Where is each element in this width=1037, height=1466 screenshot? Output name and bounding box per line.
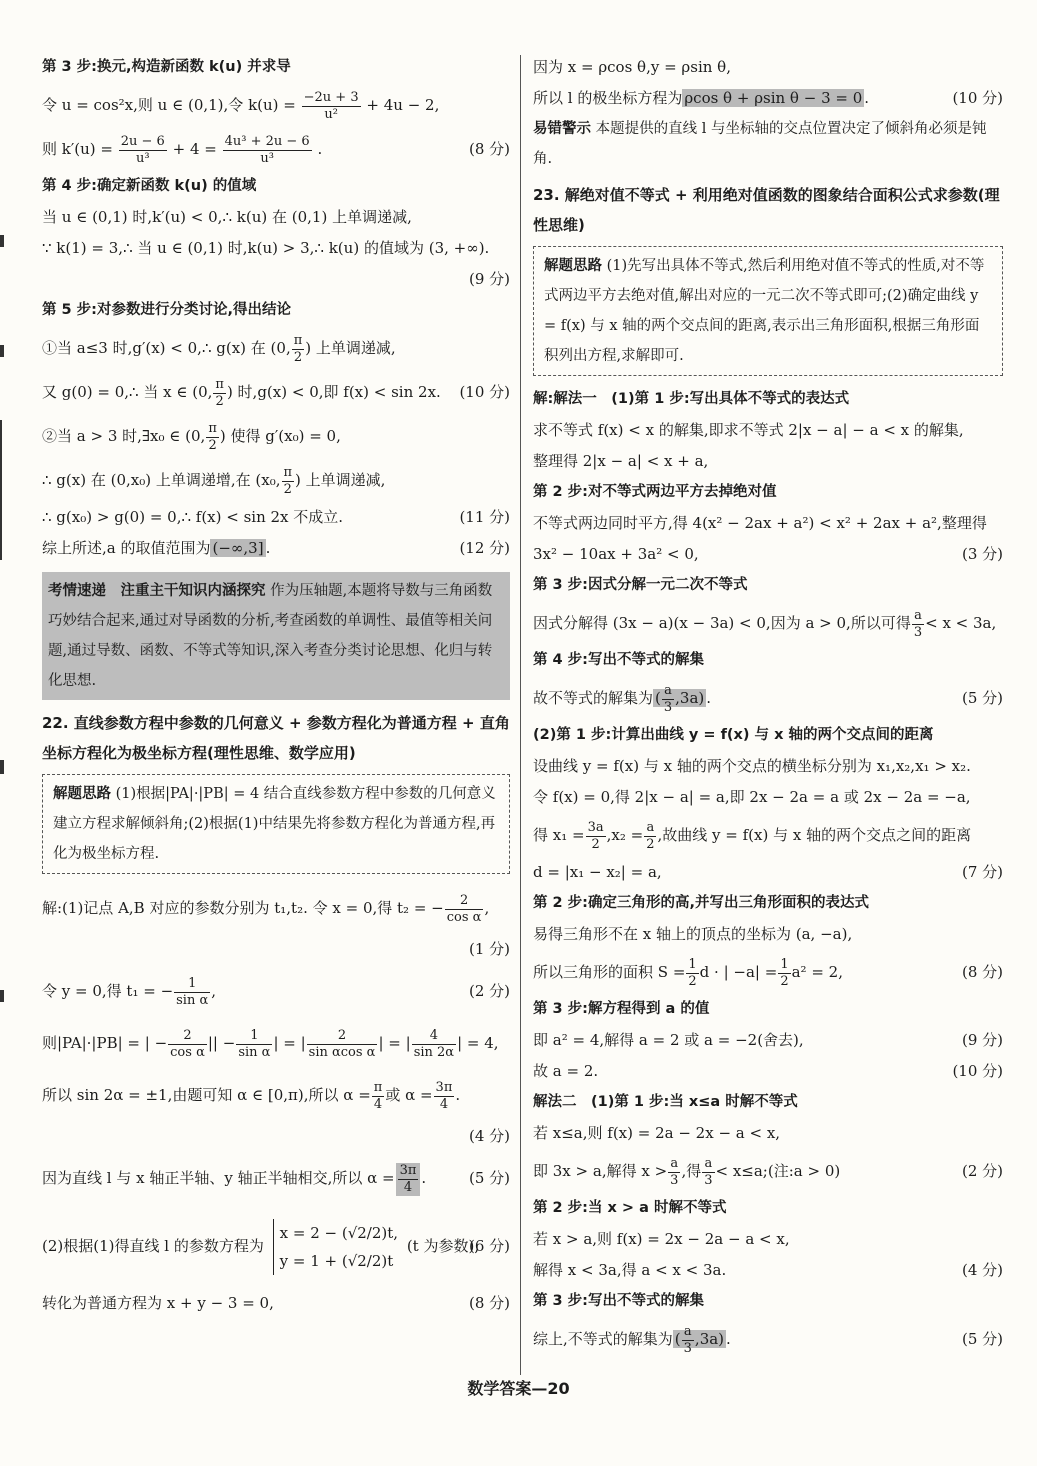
score-mark: (8 分) [468, 1294, 510, 1312]
step-heading: (2)第 1 步:计算出曲线 y = f(x) 与 x 轴的两个交点间的距离 [533, 727, 934, 743]
formula-line: 令 y = 0,得 t₁ = − $\frac{1}{\text{sin α}}$ , (2 分) [42, 965, 510, 1017]
exam-insight-box [42, 572, 510, 700]
fraction: $\frac{1}{\text{sin α}}$ [176, 975, 209, 1008]
text-line: 所以 l 的极坐标方程为 ρcos θ + ρsin θ − 3 = 0 . (10 分) [533, 83, 1003, 114]
score-mark: (5 分) [468, 1169, 510, 1187]
formula-line: ②当 a > 3 时,∃x₀ ∈ (0, $\frac{\pi}{2}$ ) 使得 g′(x₀) = 0, [42, 420, 341, 453]
common-mistake-note [533, 114, 1003, 174]
fraction: $\frac{-2u + 3}{\text{u²}}$ [303, 89, 359, 122]
highlighted-answer: (−∞,3] [212, 539, 264, 557]
question-23-title: 23. 解绝对值不等式 + 利用绝对值函数的图象结合面积公式求参数(理性思维) [533, 186, 1000, 234]
formula-line: 解:(1)记点 A,B 对应的参数分别为 t₁,t₂. 令 x = 0,得 t₂ = − $\frac{2}{\text{cos α}}$ , [42, 892, 490, 925]
text-line: 转化为普通方程为 x + y − 3 = 0, (8 分) [42, 1288, 510, 1319]
formula-line: ①当 a≤3 时,g′(x) < 0,∴ g(x) 在 (0, $\frac{\pi}{2}$ ) 上单调递减, [42, 332, 396, 365]
equation-system: x = 2 − (√2/2)t, y = 1 + (√2/2)t [273, 1219, 398, 1275]
step-heading: 第 3 步:写出不等式的解集 [533, 1293, 704, 1309]
fraction: $\frac{a}{2}$ [646, 819, 655, 852]
score-mark: (5 分) [961, 1330, 1003, 1348]
score-mark: (10 分) [952, 89, 1003, 107]
text-line: 若 x≤a,则 f(x) = 2a − 2x − a < x, [533, 1124, 781, 1142]
solution-idea-text: (1)先写出具体不等式,然后利用绝对值不等式的性质,对不等式两边平方去绝对值,解出对应的一元二次不等式即可;(2)确定曲线 y = f(x) 与 x 轴的两个交点间的距离,表示出三角形面积,根据三角形面积列出方程,求解即可. [544, 258, 985, 364]
text-line: 综上所述,a 的取值范围为 (−∞,3] . (12 分) [42, 533, 510, 564]
step-heading: 第 5 步:对参数进行分类讨论,得出结论 [42, 302, 291, 318]
fraction: $\frac{1}{\text{sin α}}$ [238, 1027, 271, 1060]
solution-idea-box [533, 246, 1003, 376]
score-mark: (4 分) [468, 1127, 510, 1145]
fraction: $\frac{2u - 6}{\text{u³}}$ [120, 133, 165, 166]
text-line: 求不等式 f(x) < x 的解集,即求不等式 2|x − a| − a < x 的解集, [533, 421, 964, 439]
formula-line: 得 x₁ = $\frac{3a}{2}$ ,x₂ = $\frac{a}{2}$ ,故曲线 y = f(x) 与 x 轴的两个交点之间的距离 [533, 819, 972, 852]
formula-line: 又 g(0) = 0,∴ 当 x ∈ (0, $\frac{\pi}{2}$ ) 时,g(x) < 0,即 f(x) < sin 2x. (10 分) [42, 370, 510, 414]
text-line: 易得三角形不在 x 轴上的顶点的坐标为 (a, −a), [533, 925, 853, 943]
text-line: 设曲线 y = f(x) 与 x 轴的两个交点的横坐标分别为 x₁,x₂,x₁ > x₂. [533, 757, 971, 775]
fraction: $\frac{\pi}{2}$ [293, 332, 303, 365]
score-mark: (12 分) [459, 539, 510, 557]
text-line: 整理得 2|x − a| < x + a, [533, 452, 709, 470]
formula-line: 令 u = cos²x,则 u ∈ (0,1),令 k(u) = $\frac{-2u + 3}{\text{u²}}$ + 4u − 2, [42, 89, 440, 122]
step-heading: 第 3 步:因式分解一元二次不等式 [533, 577, 748, 593]
formula-line: 则 k′(u) = $\frac{2u - 6}{\text{u³}}$ + 4 = $\frac{\text{4u³ + 2u − 6}}{\text{u³}}$ . (8 分) [42, 127, 510, 171]
step-heading: 第 4 步:确定新函数 k(u) 的值域 [42, 178, 257, 194]
fraction: $\frac{a}{3}$ [704, 1155, 713, 1188]
solution-idea-text: (1)根据|PA|·|PB| = 4 结合直线参数方程中参数的几何意义建立方程求解倾斜角;(2)根据(1)中结果先将参数方程化为普通方程,再化为极坐标方程. [53, 786, 496, 862]
fraction: $\frac{\text{4u³ + 2u − 6}}{\text{u³}}$ [224, 133, 310, 166]
text-line: 故 a = 2. (10 分) [533, 1056, 1003, 1087]
solution-idea-box [42, 774, 510, 874]
fraction: $\frac{\pi}{2}$ [215, 376, 224, 409]
text-line: 当 u ∈ (0,1) 时,k′(u) < 0,∴ k(u) 在 (0,1) 上单调递减, [42, 208, 412, 226]
text-line: ∵ k(1) = 3,∴ 当 u ∈ (0,1) 时,k(u) > 3,∴ k(u) 的值域为 (3, +∞). [42, 239, 490, 257]
exam-insight-text: 作为压轴题,本题将导数与三角函数巧妙结合起来,通过对导函数的分析,考查函数的单调性、最值等相关问题,通过导数、函数、不等式等知识,深入考查分类讨论思想、化归与转化思想. [48, 583, 493, 689]
fraction: $\frac{\pi}{2}$ [283, 464, 293, 497]
highlighted-answer: ( $\frac{a}{3}$ ,3a) [655, 682, 705, 715]
fraction: $\frac{2}{\text{sin αcos α}}$ [308, 1027, 376, 1060]
score-mark: (9 分) [961, 1031, 1003, 1049]
formula-line: (2)根据(1)得直线 l 的参数方程为 x = 2 − (√2/2)t, y = 1 + (√2/2)t (t 为参数), (6 分) [42, 1204, 510, 1288]
text-line: ∴ g(x₀) > g(0) = 0,∴ f(x) < sin 2x 不成立. (11 分) [42, 502, 510, 533]
step-heading: 第 4 步:写出不等式的解集 [533, 652, 704, 668]
formula-line: 则|PA|·|PB| = | − $\frac{2}{\text{cos α}}$ || − $\frac{1}{\text{sin α}}$ | = | $\frac{2}{\text{sin αcos α}}$ | = | $\frac{4}{\sin 2\alpha}$ | = 4, [42, 1027, 499, 1060]
step-heading: 解法二 (1)第 1 步:当 x≤a 时解不等式 [533, 1094, 798, 1110]
fraction: $\frac{a}{3}$ [683, 1323, 692, 1356]
score-mark: (7 分) [961, 863, 1003, 881]
formula-line: 故不等式的解集为 ( $\frac{a}{3}$ ,3a) . (5 分) [533, 676, 1003, 720]
score-line [42, 1121, 510, 1152]
fraction: $\frac{a}{3}$ [670, 1155, 679, 1188]
text-line: 令 f(x) = 0,得 2|x − a| = a,即 2x − 2a = a 或 2x − 2a = −a, [533, 788, 971, 806]
formula-line: 因式分解得 (3x − a)(x − 3a) < 0,因为 a > 0,所以可得 $\frac{a}{3}$ < x < 3a, [533, 607, 997, 640]
fraction: $\frac{4}{\sin 2\alpha}$ [413, 1027, 455, 1060]
text-line: 若 x > a,则 f(x) = 2x − 2a − a < x, [533, 1230, 790, 1248]
score-mark: (8 分) [468, 140, 510, 158]
score-mark: (9 分) [468, 270, 510, 288]
formula-line: 因为直线 l 与 x 轴正半轴、y 轴正半轴相交,所以 α = $\frac{3\pi}{4}$ . (5 分) [42, 1152, 510, 1204]
binding-edge-mark [0, 990, 4, 1002]
fraction: $\frac{\pi}{2}$ [208, 420, 217, 453]
fraction: $\frac{3a}{2}$ [587, 819, 604, 852]
fraction: $\frac{1}{2}$ [780, 956, 789, 989]
score-mark: (10 分) [952, 1062, 1003, 1080]
score-mark: (2 分) [961, 1162, 1003, 1180]
text-line: d = |x₁ − x₂| = a, (7 分) [533, 857, 1003, 888]
step-heading: 第 2 步:当 x > a 时解不等式 [533, 1200, 727, 1216]
fraction: $\frac{\pi}{4}$ [373, 1079, 383, 1112]
score-mark: (8 分) [961, 963, 1003, 981]
score-line [42, 934, 510, 965]
step-heading: 第 3 步:换元,构造新函数 k(u) 并求导 [42, 59, 291, 75]
common-mistake-label: 易错警示 [533, 121, 591, 137]
score-mark: (6 分) [468, 1237, 510, 1255]
formula-line: ∴ g(x) 在 (0,x₀) 上单调递增,在 (x₀, $\frac{\pi}{2}$ ) 上单调递减, [42, 464, 386, 497]
formula-line: 所以 sin 2α = ±1,由题可知 α ∈ [0,π),所以 α = $\frac{\pi}{4}$ 或 α = $\frac{3\pi}{4}$ . [42, 1079, 461, 1112]
step-heading: 第 2 步:确定三角形的高,并写出三角形面积的表达式 [533, 895, 869, 911]
highlighted-answer: ( $\frac{a}{3}$ ,3a) [674, 1323, 725, 1356]
column-divider [520, 55, 521, 1375]
binding-edge-mark [0, 420, 2, 560]
formula-line: 即 3x > a,解得 x > $\frac{a}{3}$ ,得 $\frac{a}{3}$ < x≤a;(注:a > 0) (2 分) [533, 1149, 1003, 1193]
score-mark: (11 分) [459, 508, 510, 526]
fraction: $\frac{1}{2}$ [688, 956, 697, 989]
score-mark: (2 分) [468, 982, 510, 1000]
common-mistake-text: 本题提供的直线 l 与坐标轴的交点位置决定了倾斜角必须是钝角. [533, 121, 987, 167]
page-footer: 数学答案—20 [467, 1379, 570, 1398]
fraction: $\frac{a}{3}$ [663, 682, 673, 715]
question-22-title: 22. 直线参数方程中参数的几何意义 + 参数方程化为普通方程 + 直角坐标方程化为极坐标方程(理性思维、数学应用) [42, 714, 510, 762]
formula-line: 综上,不等式的解集为 ( $\frac{a}{3}$ ,3a) . (5 分) [533, 1317, 1003, 1361]
text-line: 3x² − 10ax + 3a² < 0, (3 分) [533, 539, 1003, 570]
step-heading: 第 3 步:解方程得到 a 的值 [533, 1001, 710, 1017]
solution-idea-label: 解题思路 [544, 258, 602, 274]
text-line: 解得 x < 3a,得 a < x < 3a. (4 分) [533, 1255, 1003, 1286]
score-mark: (3 分) [961, 545, 1003, 563]
score-line [42, 264, 510, 295]
fraction: $\frac{2}{\text{cos α}}$ [446, 892, 482, 925]
binding-edge-mark [0, 235, 4, 247]
fraction: $\frac{a}{3}$ [913, 607, 923, 640]
fraction: $\frac{2}{\text{cos α}}$ [170, 1027, 205, 1060]
right-column [533, 52, 1003, 1361]
fraction: $\frac{3\pi}{4}$ [435, 1079, 453, 1112]
highlighted-answer: $\frac{3\pi}{4}$ [396, 1163, 421, 1196]
step-heading: 解:解法一 (1)第 1 步:写出具体不等式的表达式 [533, 391, 850, 407]
left-column [42, 52, 510, 1319]
score-mark: (4 分) [961, 1261, 1003, 1279]
binding-edge-mark [0, 760, 4, 774]
text-line: 即 a² = 4,解得 a = 2 或 a = −2(舍去), (9 分) [533, 1025, 1003, 1056]
score-mark: (10 分) [459, 383, 510, 401]
score-mark: (5 分) [961, 689, 1003, 707]
solution-idea-label: 解题思路 [53, 786, 111, 802]
exam-insight-label: 考情速递 注重主干知识内涵探究 [48, 583, 266, 599]
binding-edge-mark [0, 345, 4, 357]
highlighted-answer: ρcos θ + ρsin θ − 3 = 0 [684, 89, 863, 107]
text-line: 不等式两边同时平方,得 4(x² − 2ax + a²) < x² + 2ax + a²,整理得 [533, 514, 987, 532]
step-heading: 第 2 步:对不等式两边平方去掉绝对值 [533, 484, 777, 500]
formula-line: 所以三角形的面积 S = $\frac{1}{2}$ d · | −a| = $\frac{1}{2}$ a² = 2, (8 分) [533, 950, 1003, 994]
score-mark: (1 分) [468, 940, 510, 958]
text-line: 因为 x = ρcos θ,y = ρsin θ, [533, 58, 731, 76]
